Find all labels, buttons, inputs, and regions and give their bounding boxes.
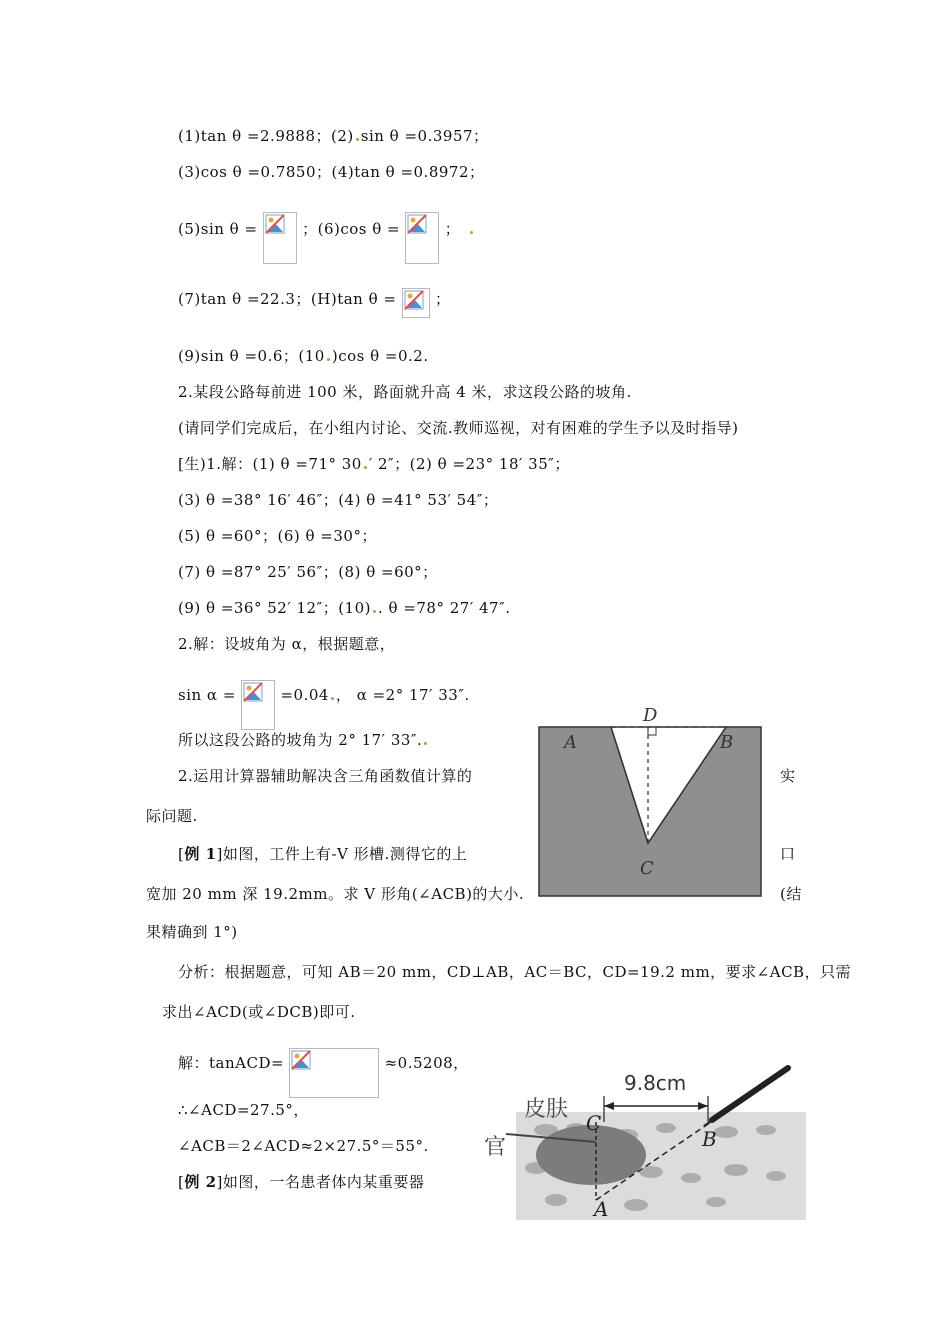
text-line	[178, 1136, 429, 1156]
text-line	[178, 962, 851, 982]
text: ∴∠ACD=27.5°，	[178, 1101, 309, 1119]
text: (9) θ =36° 52′ 12″；(10)	[178, 599, 371, 617]
text: 求出∠ACD(或∠DCB)即可.	[162, 1003, 356, 1021]
text-line	[178, 212, 475, 264]
dot-mark	[373, 610, 376, 613]
text: (5)sin θ =	[178, 220, 258, 238]
skin-label: 皮肤	[524, 1097, 569, 1122]
text: )cos θ =0.2.	[331, 347, 429, 365]
text-line	[178, 288, 451, 318]
dot-mark	[364, 466, 367, 469]
text: 所以这段公路的坡角为 2° 17′ 33″.	[178, 731, 423, 749]
broken-image-icon	[289, 1048, 379, 1098]
label-c: C	[586, 1111, 602, 1135]
text-line	[178, 766, 472, 786]
dot-mark	[424, 742, 427, 745]
text-line	[178, 730, 429, 750]
text-line	[146, 806, 198, 826]
text: ， α =2° 17′ 33″.	[335, 686, 470, 704]
text-line	[780, 884, 802, 904]
text: 2.某段公路每前进 100 米，路面就升高 4 米，求这段公路的坡角.	[178, 383, 632, 401]
image-placeholder-icon	[243, 682, 263, 702]
text-line	[178, 346, 429, 366]
text: (5) θ =60°；(6) θ =30°；	[178, 527, 377, 545]
label-a: A	[594, 1197, 609, 1220]
text: sin θ =0.3957；	[360, 127, 489, 145]
text-line	[178, 1048, 469, 1098]
text: (3)cos θ =0.7850；(4)tan θ =0.8972；	[178, 163, 485, 181]
example-label: 例 2	[184, 1173, 217, 1191]
text: sin α =	[178, 686, 236, 704]
label-b: B	[720, 732, 734, 753]
text-line	[178, 126, 489, 146]
text: [生)1.解：(1) θ =71° 30	[178, 455, 362, 473]
text: (9)sin θ =0.6；(	[178, 347, 305, 365]
text: 解：tanACD=	[178, 1054, 285, 1072]
text: (7)tan θ =22.3；(H)tan θ =	[178, 290, 397, 308]
text: ≈0.5208，	[384, 1054, 469, 1072]
text-line	[178, 562, 438, 582]
text-line	[178, 382, 632, 402]
text: 际问题.	[146, 807, 198, 825]
text: (请同学们完成后，在小组内讨论、交流.教师巡视，对有困难的学生予以及时指导)	[178, 419, 739, 437]
organ-label: 官	[484, 1135, 507, 1160]
text: (7) θ =87° 25′ 56″；(8) θ =60°；	[178, 563, 438, 581]
text: ；	[435, 290, 451, 308]
organ-figure	[476, 1060, 806, 1220]
text: 果精确到 1°)	[146, 923, 238, 941]
text: ；(6)co	[302, 220, 359, 238]
text-line	[178, 1100, 309, 1120]
image-placeholder-icon	[404, 290, 424, 310]
arrow-left-icon	[604, 1102, 614, 1110]
broken-image-icon	[405, 212, 439, 264]
text-line	[178, 454, 570, 474]
text: =0.04	[280, 686, 329, 704]
image-placeholder-icon	[291, 1050, 311, 1070]
v-groove-figure	[536, 700, 764, 900]
text: . θ =78° 27′ 47″.	[377, 599, 511, 617]
image-placeholder-icon	[407, 214, 427, 234]
broken-image-icon	[402, 288, 430, 318]
text-line	[178, 1172, 424, 1192]
text-line	[178, 490, 498, 510]
text-line	[178, 598, 510, 618]
measure-label: 9.8cm	[624, 1071, 687, 1095]
text: 2.运用计算器辅助解决含三角函数值计算的	[178, 767, 473, 785]
label-b: B	[702, 1127, 717, 1151]
text: ∠ACB＝2∠ACD≈2×27.5°＝55°.	[178, 1137, 429, 1155]
text-line	[146, 922, 238, 942]
text: 口	[780, 845, 796, 863]
text: 宽加 20 mm 深 19.2mm。求 V 形角(∠ACB)的大小.	[146, 885, 525, 903]
arrow-right-icon	[698, 1102, 708, 1110]
text: s θ =	[358, 220, 401, 238]
dot-mark	[356, 138, 359, 141]
label-d: D	[643, 705, 658, 726]
text-line	[146, 884, 524, 904]
text: ′ 2″；(2) θ =23° 18′ 35″；	[368, 455, 570, 473]
text: (3) θ =38° 16′ 46″；(4) θ =41° 53′ 54″；	[178, 491, 499, 509]
dot-mark	[470, 231, 473, 234]
text: 实	[780, 767, 796, 785]
dot-mark	[331, 697, 334, 700]
example-label: 例 1	[184, 845, 217, 863]
broken-image-icon	[263, 212, 297, 264]
text: ]如图，工件上有-V 形槽.测得它的上	[216, 845, 468, 863]
text-line	[178, 844, 467, 864]
text: [	[178, 845, 185, 863]
text-line	[178, 680, 470, 730]
image-placeholder-icon	[265, 214, 285, 234]
text: 分析：根据题意，可知 AB＝20 mm，CD⊥AB，AC＝BC，CD=19.2 mm，要求∠ACB，只需	[178, 963, 852, 981]
text-line	[780, 766, 796, 786]
text-line	[780, 844, 796, 864]
dot-mark	[327, 358, 330, 361]
text-line	[178, 418, 738, 438]
text: [	[178, 1173, 185, 1191]
text-line	[162, 1002, 355, 1022]
text-line	[178, 526, 377, 546]
text: 2.解：设坡角为 α，根据题意，	[178, 635, 396, 653]
broken-image-icon	[241, 680, 275, 730]
text-line	[178, 634, 395, 654]
text: (结	[780, 885, 802, 903]
label-c: C	[640, 858, 654, 879]
text: ；	[444, 220, 461, 238]
text: ]如图，一名患者体内某重要器	[216, 1173, 425, 1191]
text-line	[178, 162, 485, 182]
label-a: A	[564, 732, 577, 753]
text: (1)tan θ =2.9888；(2)	[178, 127, 354, 145]
text: 10	[304, 347, 325, 365]
